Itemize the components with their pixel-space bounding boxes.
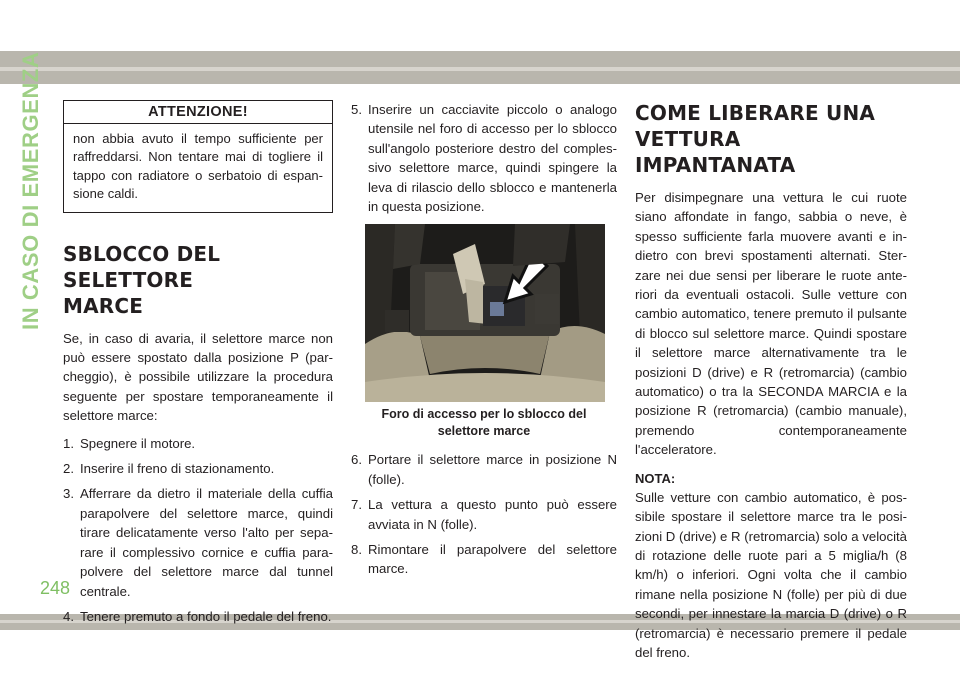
figure-caption-line1: Foro di accesso per lo sblocco del bbox=[381, 407, 587, 422]
step-3 bbox=[63, 484, 333, 600]
steps-list-c bbox=[351, 450, 617, 578]
step-8-num: 8. bbox=[351, 542, 362, 558]
side-tab-label: IN CASO DI EMERGENZA bbox=[18, 51, 43, 330]
section1-heading-line1: SBLOCCO DEL SELETTORE bbox=[63, 241, 221, 292]
step-2 bbox=[63, 459, 333, 478]
step-2-text: Inserire il freno di stazionamento. bbox=[80, 461, 275, 477]
top-band-stripe bbox=[0, 67, 960, 71]
step-8 bbox=[351, 540, 617, 579]
figure-caption bbox=[351, 406, 617, 440]
step-2-num: 2. bbox=[63, 461, 74, 477]
step-8-text: Rimontare il parapolvere del selettore marce. bbox=[368, 542, 617, 577]
steps-list-b bbox=[351, 100, 617, 216]
step-7-num: 7. bbox=[351, 497, 362, 513]
page-number: 248 bbox=[40, 578, 71, 598]
section1-intro: Se, in caso di avaria, il selettore marce non può essere spostato dalla posizione P (parcheggio), è possibile utilizzare la procedura seguente per spostare temporaneamente il selettore marce: bbox=[63, 330, 333, 424]
warning-title: ATTENZIONE! bbox=[64, 101, 332, 124]
section2-heading bbox=[635, 100, 907, 178]
section2-heading-line2: VETTURA IMPANTANATA bbox=[635, 127, 796, 177]
warning-body: non abbia avuto il tempo sufficiente per raffreddarsi. Non tentare mai di togliere il tappo con radiatore o serbatoio di espansione caldi. bbox=[73, 131, 323, 202]
section1-heading-line2: MARCE bbox=[63, 293, 144, 318]
step-4-num: 4. bbox=[63, 608, 74, 624]
step-6-num: 6. bbox=[351, 452, 362, 468]
step-1-text: Spegnere il motore. bbox=[80, 435, 196, 451]
nota-body: Sulle vetture con cambio automatico, è possibile spostare il selettore marce tra le posizioni D (drive) e R (retromarcia) solo a velocità di rotazione delle ruote pari a 5 miglia/h (8 km/h) o inferiori. Ogni volta che il cambio rimane nella posizione N (folle) per più di due secondi, per innestare la marcia D (drive) o R (retromarcia) è necessario premere il pedale del freno. bbox=[635, 489, 907, 660]
shifter-release-photo bbox=[365, 224, 605, 402]
step-6-text: Portare il selettore marce in posizione N (folle). bbox=[368, 452, 617, 487]
step-4 bbox=[63, 607, 333, 626]
step-5-num: 5. bbox=[351, 102, 362, 117]
section2-heading-line1: COME LIBERARE UNA bbox=[635, 101, 876, 125]
steps-list-a bbox=[63, 434, 333, 627]
step-1 bbox=[63, 434, 333, 453]
step-5 bbox=[351, 100, 617, 216]
column-3 bbox=[635, 100, 907, 662]
section2-body: Per disimpegnare una vettura le cui ruote siano affondate in fango, sabbia o neve, è spesso sufficiente farla muovere avanti e indietro con brevi spostamenti alternati. Sterzare nei due sensi per liberare le ruote anteriori da eventuali ostacoli. Sulle vetture con cambio automatico, tenere premuto il pulsante di blocco sul selettore marce. Quindi spostare il selettore marce alternativamente tra le posizioni D (drive) e R (retromarcia) (cambio automatico) o tra la SECONDA MARCIA e la posizione R (retromarcia) (cambio manuale), premendo contemporaneamente l'acceleratore. bbox=[635, 190, 907, 458]
step-4-text: Tenere premuto a fondo il pedale del freno. bbox=[80, 608, 332, 624]
step-3-text: Afferrare da dietro il materiale della cuffia parapolvere del selettore marce, quindi tirare delicatamente verso l'alto per separare il complessivo cornice e cuffia parapolvere del selettore marce dal tunnel centrale. bbox=[80, 486, 333, 599]
section1-heading bbox=[63, 241, 333, 319]
column-1 bbox=[63, 100, 333, 632]
warning-box bbox=[63, 100, 333, 213]
step-1-num: 1. bbox=[63, 435, 74, 451]
shifter-photo-illustration bbox=[365, 224, 605, 402]
nota-label: NOTA: bbox=[635, 470, 676, 486]
figure-caption-line2: selettore marce bbox=[437, 424, 531, 439]
step-5-text: Inserire un cacciavite piccolo o analogo utensile nel foro di accesso per lo sblocco sull'angolo posteriore destro del complessivo selettore marce, quindi spingere la leva di rilascio dello sblocco e mantenerla in questa posizione. bbox=[368, 102, 617, 215]
step-7-text: La vettura a questo punto può essere avviata in N (folle). bbox=[368, 497, 617, 532]
top-band bbox=[0, 51, 960, 84]
step-7 bbox=[351, 495, 617, 534]
step-6 bbox=[351, 450, 617, 489]
step-3-num: 3. bbox=[63, 486, 74, 502]
column-2 bbox=[351, 100, 617, 585]
